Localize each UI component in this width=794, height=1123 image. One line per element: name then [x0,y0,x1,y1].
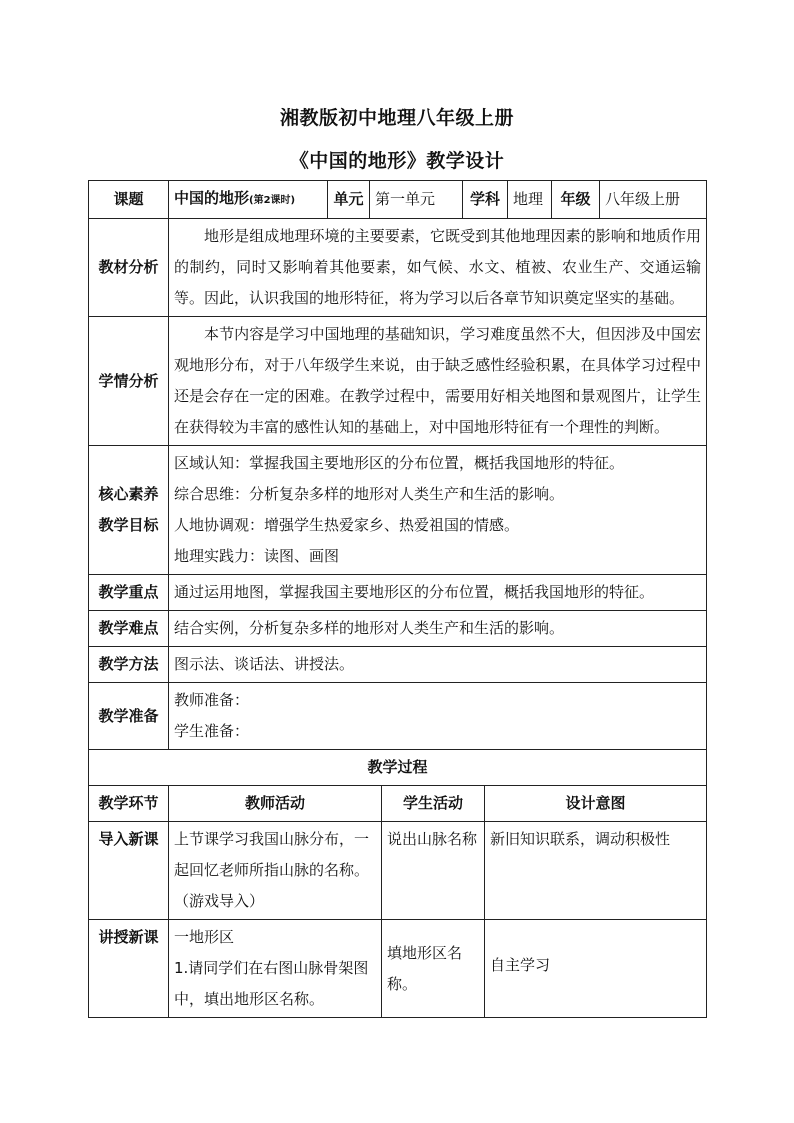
stage-new-lesson: 讲授新课 [89,920,169,1018]
learner-analysis-cell [169,317,707,446]
preparation-cell [169,683,707,750]
key-point-text: 通过运用地图，掌握我国主要地形区的分布位置，概括我国地形的特征。 [169,575,707,611]
preparation-row [89,683,707,750]
material-analysis-text: 地形是组成地理环境的主要要素，它既受到其他地理因素的影响和地质作用的制约，同时又影响着其他要素，如气候、水文、植被、农业生产、交通运输等。因此，认识我国的地形特征，将为学习以后各章节知识奠定坚实的基础。 [174,227,702,307]
goal-item: 人地协调观：增强学生热爱家乡、热爱祖国的情感。 [174,516,520,534]
process-title: 教学过程 [89,750,707,786]
difficulty-row [89,611,707,647]
lesson-plan-table [88,180,707,1018]
subject-value: 地理 [508,181,552,219]
subject-label: 学科 [463,181,508,219]
key-point-label: 教学重点 [89,575,169,611]
unit-label: 单元 [328,181,370,219]
teacher-preparation: 教师准备： [174,691,250,709]
grade-value: 八年级上册 [600,181,707,219]
topic-note: (第2课时) [249,195,296,206]
goal-item: 区域认知：掌握我国主要地形区的分布位置，概括我国地形的特征。 [174,454,625,472]
teacher-activity-intro: 上节课学习我国山脉分布，一起回忆老师所指山脉的名称。（游戏导入） [169,822,382,920]
difficulty-label: 教学难点 [89,611,169,647]
document-subtitle: 《中国的地形》教学设计 [289,150,505,172]
core-goals-label-line1: 核心素养 [98,485,159,503]
process-row-new-lesson [89,920,707,1018]
design-intent-text: 自主学习 [490,956,551,974]
key-point-row [89,575,707,611]
unit-value: 第一单元 [370,181,463,219]
header-teacher-activity: 教师活动 [169,786,382,822]
document-title: 湘教版初中地理八年级上册 [279,107,514,129]
methods-label: 教学方法 [89,647,169,683]
info-row [89,181,707,219]
teacher-activity-line: 一地形区 [174,928,235,946]
core-goals-row [89,446,707,575]
header-student-activity: 学生活动 [382,786,485,822]
methods-row [89,647,707,683]
design-intent-intro: 新旧知识联系，调动积极性 [485,822,707,920]
learner-analysis-row [89,317,707,446]
learner-analysis-text: 本节内容是学习中国地理的基础知识，学习难度虽然不大，但因涉及中国宏观地形分布，对于八年级学生来说，由于缺乏感性经验积累，在具体学习过程中还是会存在一定的困难。在教学过程中，需要用好相关地图和景观图片，让学生在获得较为丰富的感性认知的基础上，对中国地形特征有一个理性的判断。 [174,325,702,436]
core-goals-cell [169,446,707,575]
core-goals-label [89,446,169,575]
topic-cell [169,181,328,219]
grade-label: 年级 [552,181,600,219]
student-preparation: 学生准备： [174,722,250,740]
methods-text: 图示法、谈话法、讲授法。 [169,647,707,683]
student-activity-intro: 说出山脉名称 [382,822,485,920]
preparation-label: 教学准备 [89,683,169,750]
material-analysis-cell [169,219,707,317]
material-analysis-row [89,219,707,317]
process-row-intro [89,822,707,920]
header-design-intent: 设计意图 [485,786,707,822]
goal-item: 地理实践力：读图、画图 [174,547,340,565]
teacher-activity-new-lesson [169,920,382,1018]
student-activity-new-lesson: 填地形区名称。 [382,920,485,1018]
learner-analysis-label: 学情分析 [89,317,169,446]
process-header-row [89,786,707,822]
header-stage: 教学环节 [89,786,169,822]
core-goals-label-line2: 教学目标 [98,516,159,534]
topic-value: 中国的地形 [174,189,250,207]
goal-item: 综合思维：分析复杂多样的地形对人类生产和生活的影响。 [174,485,565,503]
difficulty-text: 结合实例，分析复杂多样的地形对人类生产和生活的影响。 [169,611,707,647]
process-title-row [89,750,707,786]
design-intent-new-lesson [485,920,707,1018]
stage-intro: 导入新课 [89,822,169,920]
teacher-activity-line: 1.请同学们在右图山脉骨架图中，填出地形区名称。 [174,959,369,1008]
topic-label: 课题 [89,181,169,219]
material-analysis-label: 教材分析 [89,219,169,317]
